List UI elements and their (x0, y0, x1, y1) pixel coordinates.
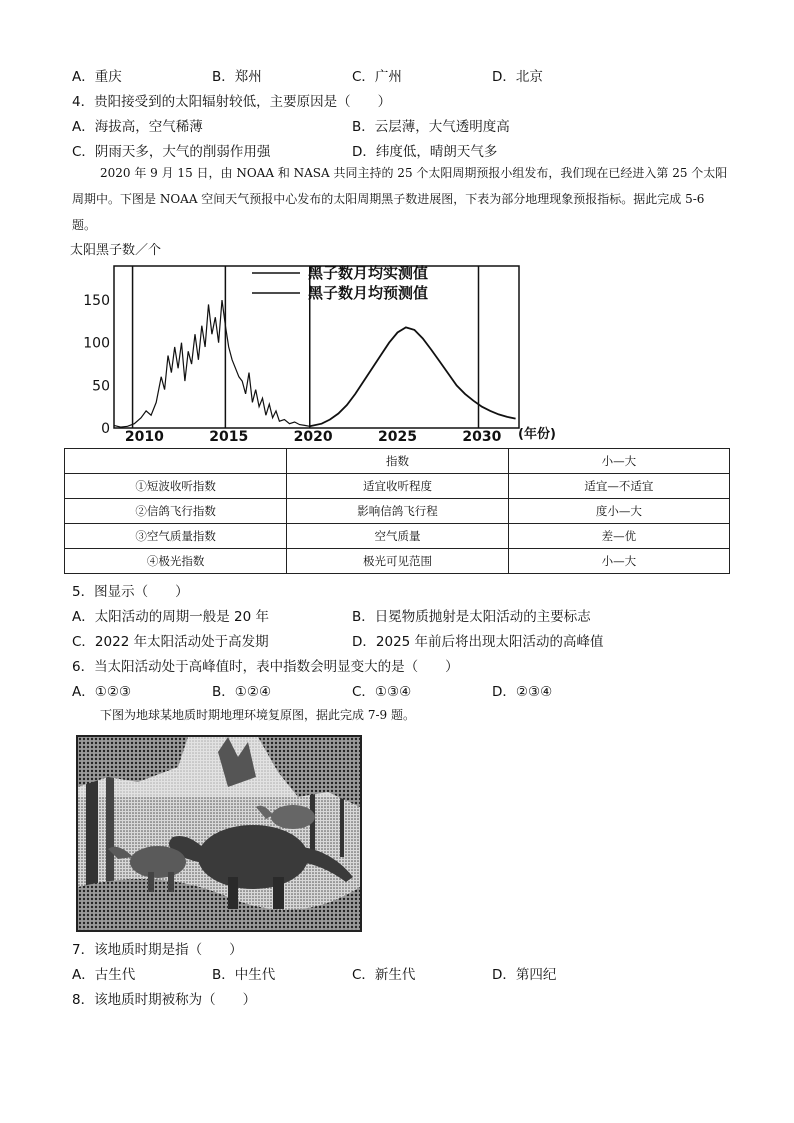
intro-paragraph-5-6 (72, 160, 732, 238)
q5-option-b: B．日冕物质抛射是太阳活动的主要标志 (352, 609, 591, 625)
series-observed-line (114, 300, 310, 427)
q3-option-c: C．广州 (352, 69, 402, 85)
sunspot-chart-svg (64, 240, 564, 442)
y-axis-label: 太阳黑子数／个 (70, 243, 162, 258)
q3-option-b: B．郑州 (212, 69, 262, 85)
x-tick-label: 2030 (462, 429, 502, 442)
q4-stem: 4．贵阳接受到的太阳辐射较低，主要原因是（ ） (72, 94, 392, 110)
table-cell: ④极光指数 (65, 549, 287, 574)
q8-stem: 8．该地质时期被称为（ ） (72, 992, 257, 1008)
q7-option-a: A．古生代 (72, 967, 136, 983)
legend-label: 黑子数月均预测值 (308, 284, 429, 302)
q6-stem: 6．当太阳活动处于高峰值时，表中指数会明显变大的是（ ） (72, 659, 459, 675)
table-row (65, 474, 730, 499)
table-cell: 影响信鸽飞行程 (287, 499, 508, 524)
table-cell: ③空气质量指数 (65, 524, 287, 549)
x-tick-label: 2015 (209, 429, 249, 442)
q5-option-a: A．太阳活动的周期一般是 20 年 (72, 609, 269, 625)
q5-stem: 5．图显示（ ） (72, 584, 189, 600)
q4-option-b: B．云层薄，大气透明度高 (352, 119, 510, 135)
table-cell: 小—大 (508, 449, 729, 474)
index-table (64, 448, 730, 574)
legend-label: 黑子数月均实测值 (308, 264, 429, 282)
dinosaur-scene-image (76, 735, 362, 932)
q3-option-d: D．北京 (492, 69, 543, 85)
table-cell: 小—大 (508, 549, 729, 574)
q5-option-d: D．2025 年前后将出现太阳活动的高峰值 (352, 634, 604, 650)
x-axis-label: (年份) (518, 427, 556, 442)
q7-stem: 7．该地质时期是指（ ） (72, 942, 243, 958)
table-cell: 指数 (287, 449, 508, 474)
table-cell: 适宜—不适宜 (508, 474, 729, 499)
q6-option-a: A．①②③ (72, 684, 132, 700)
series-predicted-line (310, 327, 516, 426)
sunspot-chart (64, 240, 564, 446)
table-cell: ②信鸽飞行指数 (65, 499, 287, 524)
table-cell: 差—优 (508, 524, 729, 549)
y-tick-label: 150 (83, 293, 110, 310)
table-cell: 极光可见范围 (287, 549, 508, 574)
q3-option-a: A．重庆 (72, 69, 122, 85)
y-tick-label: 100 (83, 335, 110, 352)
y-tick-label: 50 (92, 378, 110, 395)
q4-option-c: C．阴雨天多，大气的削弱作用强 (72, 144, 271, 160)
q4-option-a: A．海拔高，空气稀薄 (72, 119, 203, 135)
table-cell: 适宜收听程度 (287, 474, 508, 499)
dinosaur-scene-illustration (78, 737, 360, 930)
table-cell: 度小—大 (508, 499, 729, 524)
q5-option-c: C．2022 年太阳活动处于高发期 (72, 634, 269, 650)
intro-text-5-6: 2020 年 9 月 15 日，由 NOAA 和 NASA 共同主持的 25 个太阳周期预报小组发布，我们现在已经进入第 25 个太阳周期中。下图是 NOAA 空间天气预报中心发布的太阳周期黑子数进展图，下表为部分地理现象预报指标。据此完成 5-6 题。 (72, 166, 728, 232)
table-cell (65, 449, 287, 474)
q7-option-c: C．新生代 (352, 967, 416, 983)
y-tick-label: 0 (101, 421, 110, 437)
x-tick-label: 2025 (378, 429, 417, 442)
table-row (65, 549, 730, 574)
q4-option-d: D．纬度低，晴朗天气多 (352, 144, 498, 160)
table-row (65, 524, 730, 549)
table-row (65, 499, 730, 524)
table-cell: 空气质量 (287, 524, 508, 549)
intro-7-9: 下图为地球某地质时期地理环境复原图，据此完成 7-9 题。 (100, 708, 415, 722)
x-tick-label: 2010 (124, 429, 164, 442)
table-cell: ①短波收听指数 (65, 474, 287, 499)
q7-option-b: B．中生代 (212, 967, 276, 983)
q7-option-d: D．第四纪 (492, 967, 557, 983)
q6-option-b: B．①②④ (212, 684, 272, 700)
x-tick-label: 2020 (293, 429, 333, 442)
q6-option-d: D．②③④ (492, 684, 553, 700)
q6-option-c: C．①③④ (352, 684, 412, 700)
table-header-row (65, 449, 730, 474)
